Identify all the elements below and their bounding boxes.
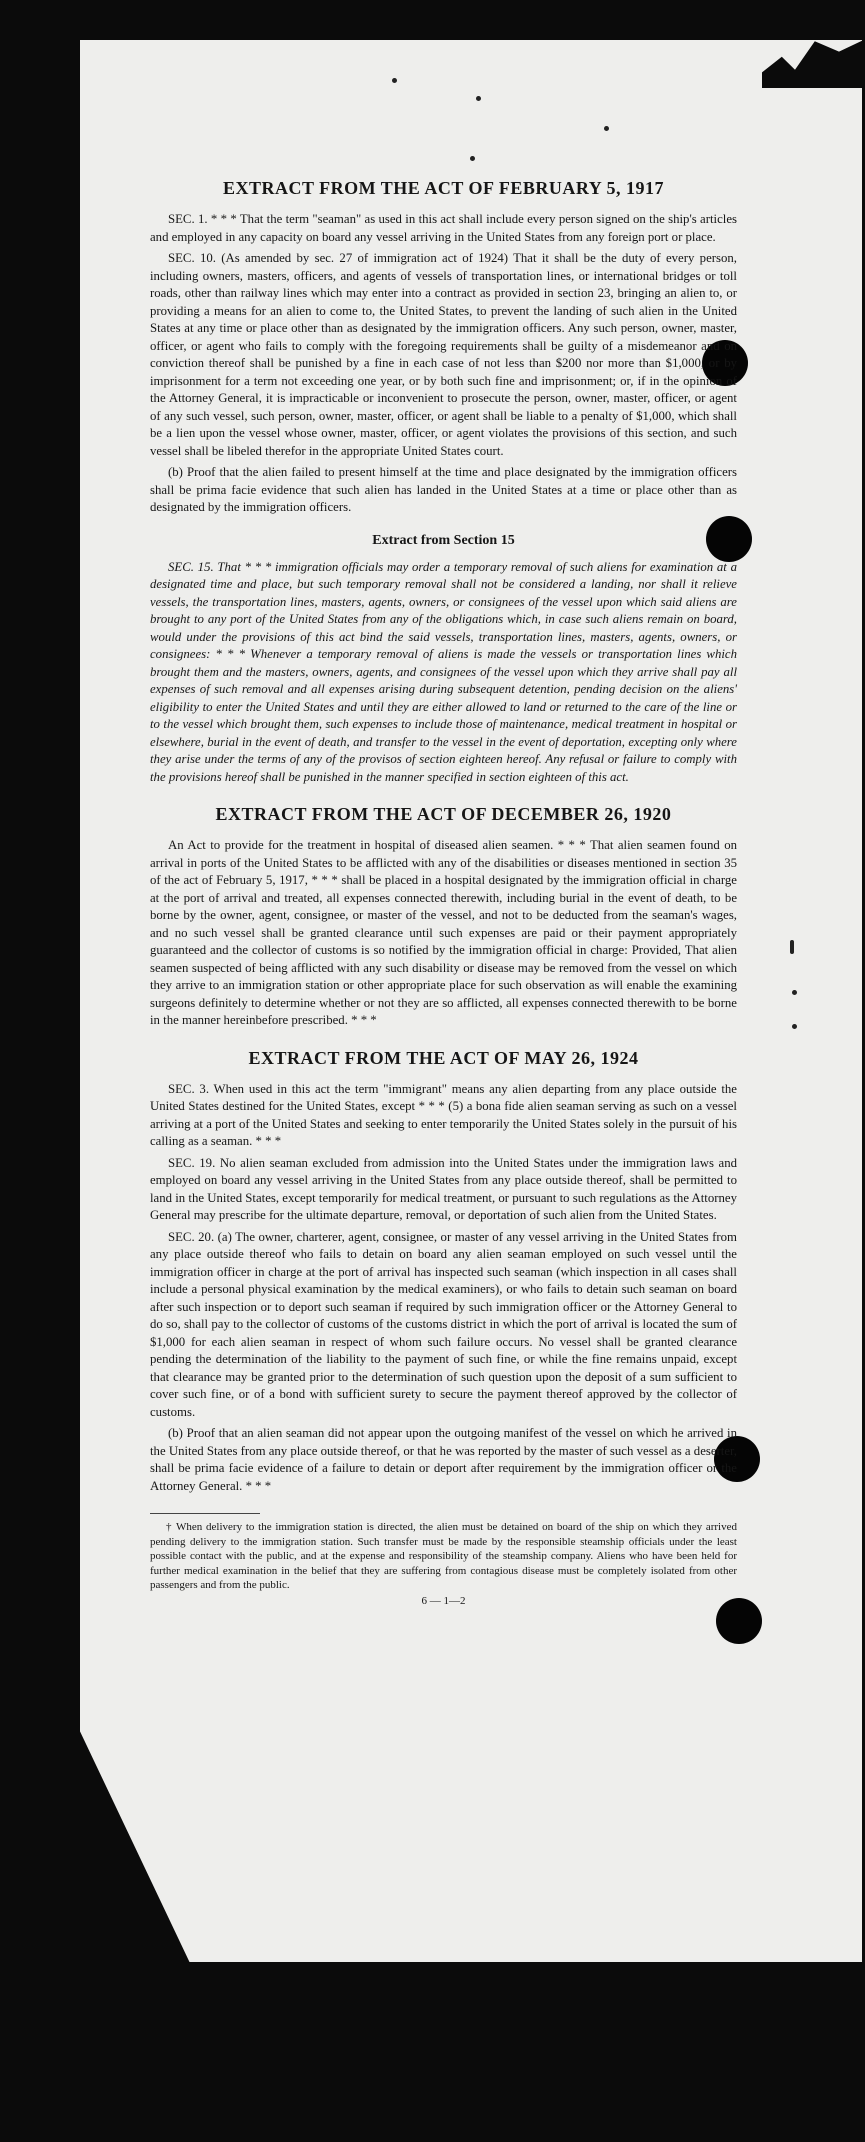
paragraph: SEC. 3. When used in this act the term "immigrant" means any alien departing from any place outside the United States destined for the United States, except * * * (5) a bona fide alien seaman serving as such on a vessel arriving at a port of the United States and seeking to enter temporarily the United States solely in the pursuit of his calling as a seaman. * * * xyxy=(150,1081,737,1148)
section-heading: EXTRACT FROM THE ACT OF FEBRUARY 5, 1917 xyxy=(222,178,665,198)
paragraph: An Act to provide for the treatment in hospital of diseased alien seamen. * * * That alien seamen found on arrival in ports of the United States to be afflicted with any of the disabilities or diseases mentioned in section 35 of the act of February 5, 1917, * * * shall be placed in a hospital designated by the immigration official in charge at the port of arrival and treated, all expenses connected therewith, including burial in the event of death, to be borne by the owner, agent, consignee, or master of the vessel, and not to be deducted from the seaman's wages, and no such vessel shall be granted clearance until such expenses are paid or their payment appropriately guaranteed and the collector of customs is so notified by the immigration official in charge: Provided, That alien seamen suspected of being afflicted with any such disability or disease may be removed from the vessel on which they arrive to an immigration station or other appropriate place for such observation as will enable the examining surgeons definitely to determine whether or not they are so afflicted, all expenses connected therewith to be borne in the manner hereinbefore prescribed. * * * xyxy=(150,838,737,1027)
speck xyxy=(790,940,794,954)
document-content xyxy=(150,160,737,1607)
page-number: 6 — 1—2 xyxy=(421,1594,466,1607)
speck xyxy=(792,990,797,995)
paragraph: (b) Proof that the alien failed to present himself at the time and place designated by the immigration officers shall be prima facie evidence that such alien has landed in the United States at a time or place other than as designated by the immigration officers. xyxy=(150,465,737,514)
paragraph: SEC. 19. No alien seaman excluded from admission into the United States under the immigration laws and employed on board any vessel arriving in the United States from any place outside thereof, shall be permitted to land in the United States, except temporarily for medical treatment, or pursuant to such regulations as the Attorney General may prescribe for the ultimate departure, removal, or deportation of such alien from the United States. xyxy=(150,1155,737,1222)
section-subheading: Extract from Section 15 xyxy=(372,532,515,548)
paragraph: SEC. 1. * * * That the term "seaman" as used in this act shall include every person signed on the ship's articles and employed in any capacity on board any vessel arriving in the United States from any foreign port or place. xyxy=(150,212,737,244)
speck xyxy=(792,1024,797,1029)
footnote-divider xyxy=(150,1513,260,1514)
paragraph: SEC. 20. (a) The owner, charterer, agent, consignee, or master of any vessel arriving in the United States from any place outside thereof who fails to detain on board any alien seaman employed on such vessel until the immigration officer in charge at the port of arrival has inspected such seaman (which inspection in all cases shall include a personal physical examination by the medical examiners), or who fails to detain such seaman on board after such inspection or to deport such seaman if required by such immigration officer or the Attorney General to do so, shall pay to the collector of customs of the customs district in which the port of arrival is located the sum of $1,000 for each alien seaman in respect of whom such failure occurs. No vessel shall be granted clearance pending the determination of the liability to the payment of such fine, or while the fine remains unpaid, except that clearance may be granted prior to the determination of such question upon the deposit of a sum sufficient to cover such fine, or of a bond with sufficient surety to secure the payment thereof approved by the collector of customs. xyxy=(150,1229,737,1419)
speck xyxy=(476,96,481,101)
speck xyxy=(604,126,609,131)
section-heading: EXTRACT FROM THE ACT OF DECEMBER 26, 1920 xyxy=(215,804,672,824)
paragraph: SEC. 15. That * * * immigration officials may order a temporary removal of such aliens for examination at a designated time and place, but such temporary removal shall not be considered a landing, nor shall it relieve vessels, the transportation lines, masters, agents, owners, or consignees of the vessel upon which said aliens are brought to any port of the United States from any of the obligations which, in case such aliens remain on board, would under the provisions of this act bind the said vessels, transportation lines, masters, agents, owners, or consignees: * * * Whenever a temporary removal of aliens is made the vessels or transportation lines which brought them and the masters, owners, agents, and consignees of the vessel upon which they arrive shall pay all expenses of such removal and all expenses arising during subsequent detention, pending decision on the aliens' eligibility to enter the United States and until they are either allowed to land or returned to the care of the line or to the vessel which brought them, such expenses to include those of maintenance, medical treatment in hospital or elsewhere, burial in the event of death, and transfer to the vessel in the event of deportation, excepting only where they arise under the terms of any of the provisos of section eighteen hereof. Any refusal or failure to comply with the provisions hereof shall be punished in the manner specified in section eighteen of this act. xyxy=(150,559,737,784)
section-heading: EXTRACT FROM THE ACT OF MAY 26, 1924 xyxy=(248,1047,639,1068)
speck xyxy=(392,78,397,83)
paragraph: SEC. 10. (As amended by sec. 27 of immigration act of 1924) That it shall be the duty of every person, including owners, masters, officers, and agents of vessels of transportation lines, or international bridges or toll roads, other than railway lines which may enter into a contract as provided in section 23, bringing an alien to, or providing a means for an alien to come to, the United States, to prevent the landing of such alien in the United States at any time or place other than as designated by the immigration officers. Any such person, owner, master, officer, or agent who fails to comply with the foregoing requirements shall be guilty of a misdemeanor and on conviction thereof shall be punished by a fine in each case of not less than $200 nor more than $1,000, or by imprisonment for a term not exceeding one year, or by both such fine and imprisonment; or, if in the opinion of the Attorney General, it is impracticable or inconvenient to prosecute the person, owner, master, officer, or agent of any such vessel, such person, owner, master, officer, or agent shall be liable to a penalty of $1,000, which shall be a lien upon the vessel whose owner, master, officer, or agent violates the provisions of this section, and such vessel shall be libeled therefor in the appropriate United States court. xyxy=(150,251,737,458)
paragraph: (b) Proof that an alien seaman did not appear upon the outgoing manifest of the vessel on which he arrived in the United States from any place outside thereof, or that he was reported by the master of such vessel as a deserter, shall be prima facie evidence of a failure to detain or deport after requirement by the immigration officer or the Attorney General. * * * xyxy=(150,1426,737,1493)
footnote: † When delivery to the immigration station is directed, the alien must be detained on board of the ship on which they arrived pending delivery to the immigration station. Such transfer must be made by the responsible steamship officials under the least possible contact with the public, and at the expense and responsibility of the steamship company. Aliens who have been held for further medical examination in the belief that they are suffering from contagious disease must be completely isolated from other passengers and from the public. xyxy=(150,1521,737,1591)
